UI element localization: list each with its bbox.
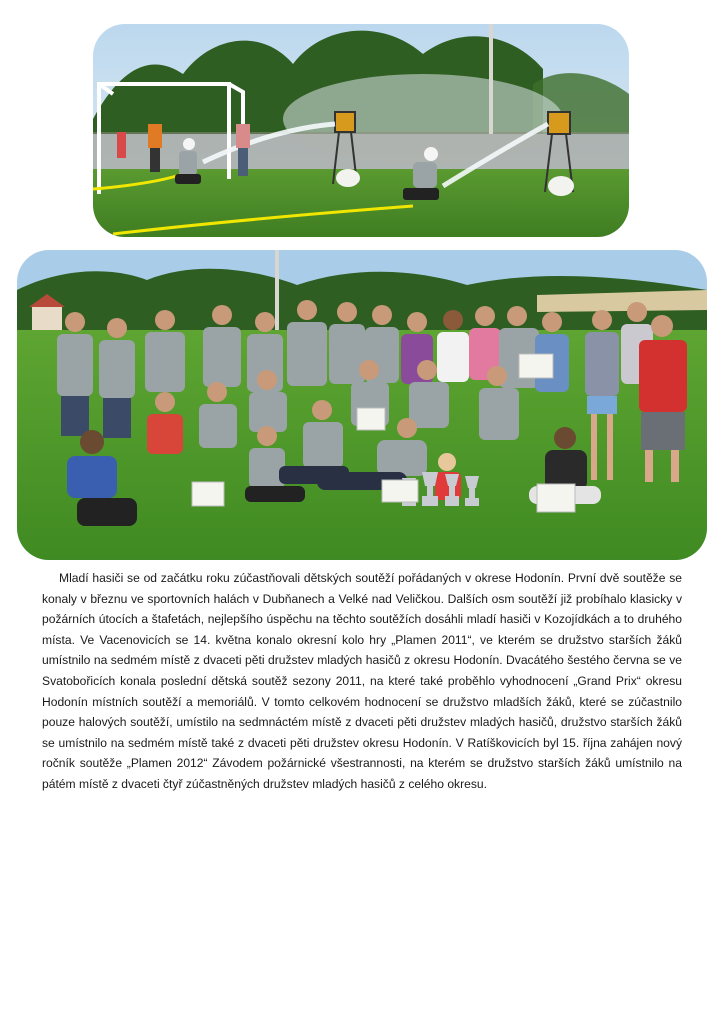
target-left xyxy=(335,112,355,132)
article-body: Mladí hasiči se od začátku roku zúčastňovali dětských soutěží pořádaných v okrese Hodonín. První dvě soutěže se konaly v březnu ve sportovních halách v Dubňanech a Velké nad Veličkou. Dalších osm soutěží již probíhalo klasicky v požárních útocích a štafetách, nejlepšího úspěchu na těchto soutěžích dosáhli mladí hasiči v Kozojídkách a to druhého místa. Ve Vacenovicích se 14. května konalo okresní kolo hry „Plamen 2011“, ve kterém se družstvo starších žáků umístnilo na sedmém místě z dvaceti pěti družstev mladých hasičů z okresu Hodonín. Dvacátého šestého června se ve Svatobořicích konala poslední dětská soutěž sezony 2011, na které také proběhlo vyhodnocení „Grand Prix“ okresu Hodonín místních soutěží a memoriálů. V tomto celkovém hodnocení se družstvo mladších žáků, které se zúčastnilo pouze halových soutěží, umístilo na sedmnáctém místě z dvaceti pěti družstev mladých hasičů, družstvo starších žáků se umístnilo na sedmém místě také z dvaceti pěti družstev okresu Hodonín. V Ratíškovicích byl 15. října zahájen nový ročník soutěže „Plamen 2012“ Závodem požárnické všestrannosti, na kterém se družstvo starších žáků umístnilo na pátém místě z dvaceti čtyř zúčastněných družstev mladých hasičů z celého okresu. xyxy=(42,571,682,791)
fire-attack-image xyxy=(93,24,629,237)
water-tank-left xyxy=(336,169,360,187)
light-pole xyxy=(275,250,279,340)
light-pole xyxy=(489,24,493,134)
group-image xyxy=(17,250,707,560)
distant-house xyxy=(32,305,62,330)
group-photo xyxy=(17,250,707,560)
target-right xyxy=(548,112,570,134)
fire-attack-photo xyxy=(93,24,629,237)
water-tank-right xyxy=(548,176,574,196)
